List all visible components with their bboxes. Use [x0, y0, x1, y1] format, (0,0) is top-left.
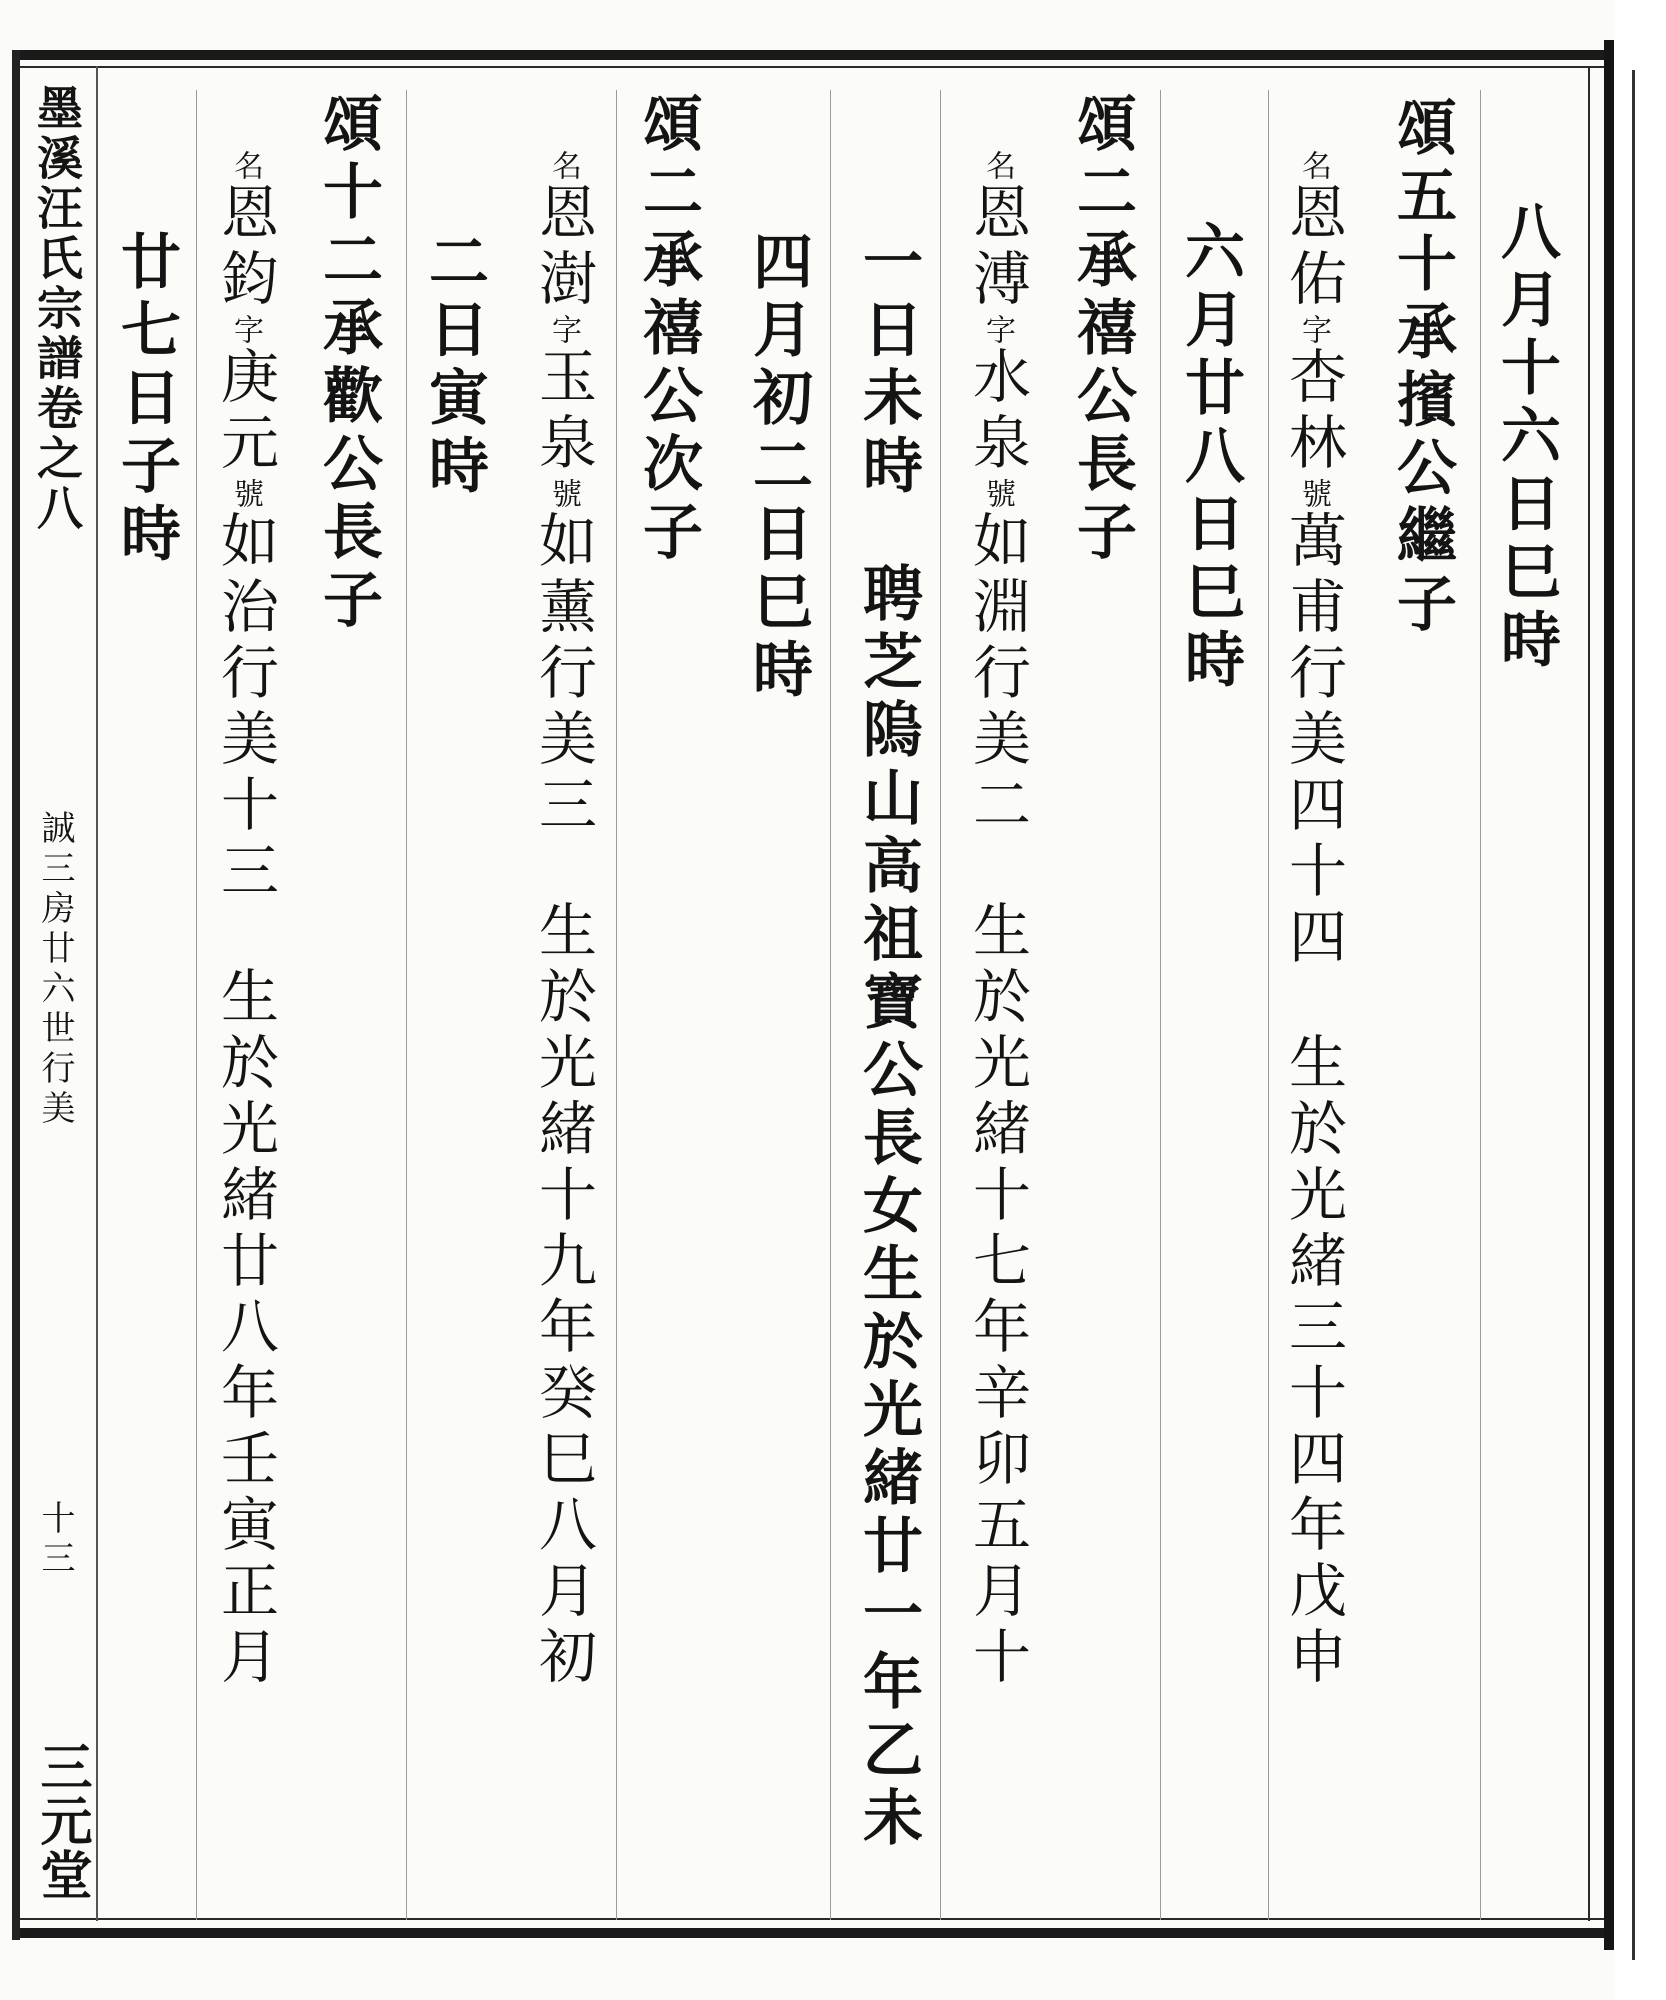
birth-time-line: 二日寅時: [419, 230, 489, 502]
column-rule: [830, 90, 831, 1920]
frame-right-border: [1604, 40, 1614, 1950]
frame-top-inner-line: [20, 66, 1610, 68]
frame-top-border: [20, 50, 1610, 60]
column-rule: [1160, 90, 1161, 1920]
column-rule: [406, 90, 407, 1920]
lineage-heading: 頌二承禧公長子: [1067, 92, 1137, 568]
person-entry: 名恩佑字杏林號萬甫行美四十四生於光緒三十四年戊申: [1279, 150, 1347, 1692]
column-rule: [616, 90, 617, 1920]
lineage-heading: 頌十二承歡公長子: [313, 92, 383, 636]
margin-page-number: 十三: [35, 1500, 75, 1580]
frame-bottom-border: [20, 1928, 1610, 1938]
birth-time-line: 四月初二日巳時: [743, 230, 813, 706]
column-rule: [196, 90, 197, 1920]
birth-time-line: 廿七日子時: [111, 230, 181, 570]
birth-time-and-spouse: 一日未時聘芝隖山高祖寶公長女生於光緒廿一年乙未: [853, 230, 923, 1854]
column-rule: [1480, 90, 1481, 1920]
frame-bottom-inner-line: [20, 1918, 1610, 1920]
birth-time-line: 六月廿八日巳時: [1175, 220, 1245, 696]
lineage-heading: 頌二承禧公次子: [633, 92, 703, 568]
margin-hall-name: 三元堂: [31, 1740, 92, 1902]
birth-time-line: 八月十六日巳時: [1491, 200, 1561, 676]
person-entry: 名恩澍字玉泉號如薰行美三生於光緒十九年癸巳八月初: [529, 150, 597, 1692]
margin-title: 墨溪汪氏宗譜卷之八: [30, 84, 84, 534]
margin-branch: 誠三房廿六世行美: [35, 810, 75, 1130]
lineage-heading: 頌五十承擯公繼子: [1387, 96, 1457, 640]
person-entry: 名恩鈞字庚元號如治行美十三生於光緒廿八年壬寅正月: [211, 150, 279, 1692]
person-entry: 名恩溥字水泉號如淵行美二生於光緒十七年辛卯五月十: [963, 150, 1031, 1692]
frame-right-inner-line: [1588, 66, 1590, 1921]
column-rule: [940, 90, 941, 1920]
gutter-line: [1632, 70, 1635, 1960]
column-rule: [1268, 90, 1269, 1920]
page-gutter: [1614, 0, 1666, 2000]
frame-left-border: [12, 50, 20, 1940]
frame-left-inner-line: [96, 66, 98, 1921]
